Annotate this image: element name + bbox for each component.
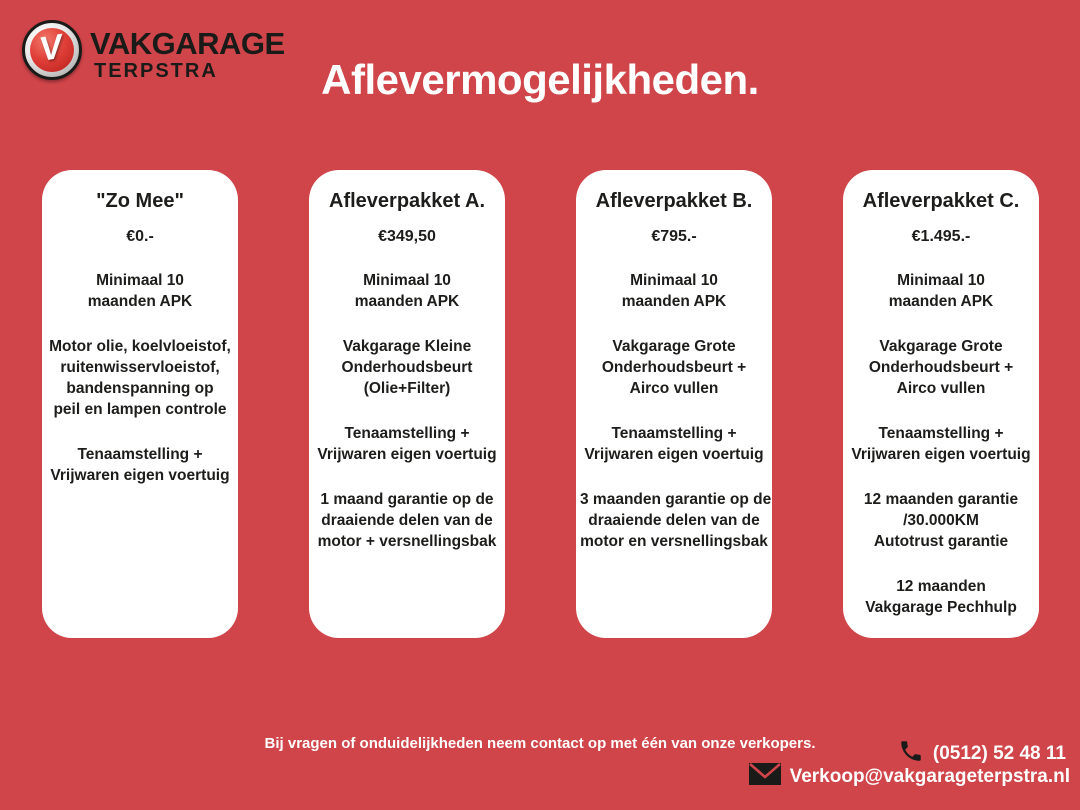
- package-card: [309, 170, 505, 638]
- brand-subname: TERPSTRA: [94, 60, 218, 82]
- card-price: €795.-: [651, 228, 697, 245]
- phone-number[interactable]: (0512) 52 48 11: [932, 743, 1066, 764]
- card-feature-line: maanden APK: [621, 293, 727, 310]
- card-feature-line: motor + versnellingsbak: [317, 533, 497, 550]
- card-feature-line: Airco vullen: [629, 380, 719, 397]
- card-feature-block: [46, 270, 234, 312]
- card-feature-line: maanden APK: [354, 293, 460, 310]
- card-title: "Zo Mee": [96, 190, 184, 212]
- card-feature-block: [847, 336, 1035, 399]
- card-feature-line: Vrijwaren eigen voertuig: [50, 467, 230, 484]
- card-feature-line: Vakgarage Pechhulp: [865, 599, 1017, 616]
- card-feature-line: Vrijwaren eigen voertuig: [851, 446, 1031, 463]
- card-feature-line: 12 maanden: [896, 578, 986, 595]
- card-title: Afleverpakket B.: [595, 190, 753, 212]
- card-feature-line: 1 maand garantie op de: [320, 491, 494, 508]
- email-address[interactable]: Verkoop@vakgarageterpstra.nl: [789, 766, 1070, 787]
- card-feature-line: Minimaal 10: [96, 272, 184, 289]
- card-feature-line: ruitenwisservloeistof,: [60, 359, 220, 376]
- page-title: Aflevermogelijkheden.: [321, 56, 759, 103]
- card-feature-line: Vrijwaren eigen voertuig: [584, 446, 764, 463]
- card-feature-block: [580, 336, 768, 399]
- logo-v-letter: V: [36, 27, 66, 69]
- packages-row: [42, 170, 1039, 638]
- package-card: [42, 170, 238, 638]
- card-feature-line: maanden APK: [888, 293, 994, 310]
- card-feature-line: Tenaamstelling +: [878, 425, 1004, 442]
- card-feature-block: [580, 270, 768, 312]
- card-feature-block: [847, 423, 1035, 465]
- card-feature-line: Vakgarage Kleine: [342, 338, 472, 355]
- card-price: €349,50: [378, 228, 436, 245]
- card-feature-line: draaiende delen van de: [321, 512, 493, 529]
- card-feature-line: Onderhoudsbeurt +: [601, 359, 747, 376]
- card-feature-block: [313, 489, 501, 552]
- card-feature-line: Vakgarage Grote: [612, 338, 736, 355]
- card-feature-line: Autotrust garantie: [873, 533, 1009, 550]
- card-feature-block: [580, 489, 772, 552]
- card-feature-block: [580, 423, 768, 465]
- email-contact[interactable]: [749, 763, 1070, 791]
- card-feature-block: [313, 336, 501, 399]
- card-price: €0.-: [126, 228, 154, 245]
- card-feature-line: draaiende delen van de: [588, 512, 760, 529]
- card-feature-line: motor en versnellingsbak: [580, 533, 768, 550]
- package-card: [576, 170, 772, 638]
- card-feature-line: peil en lampen controle: [53, 401, 227, 418]
- card-feature-line: (Olie+Filter): [363, 380, 451, 397]
- card-feature-line: /30.000KM: [903, 512, 979, 529]
- card-feature-line: Tenaamstelling +: [344, 425, 470, 442]
- card-feature-line: Tenaamstelling +: [77, 446, 203, 463]
- card-feature-line: Vrijwaren eigen voertuig: [317, 446, 497, 463]
- footer-note: Bij vragen of onduidelijkheden neem contact op met één van onze verkopers.: [264, 735, 816, 752]
- card-feature-block: [46, 336, 234, 420]
- card-feature-line: Tenaamstelling +: [611, 425, 737, 442]
- card-feature-line: Airco vullen: [896, 380, 986, 397]
- card-feature-line: maanden APK: [87, 293, 193, 310]
- brand-name: VAKGARAGE: [90, 26, 285, 61]
- card-feature-line: 12 maanden garantie: [863, 491, 1019, 508]
- card-feature-line: 3 maanden garantie op de: [580, 491, 772, 508]
- card-feature-block: [313, 270, 501, 312]
- card-feature-line: Onderhoudsbeurt +: [868, 359, 1014, 376]
- card-feature-line: Vakgarage Grote: [879, 338, 1003, 355]
- package-card: [843, 170, 1039, 638]
- card-feature-line: Onderhoudsbeurt: [341, 359, 473, 376]
- card-title: Afleverpakket C.: [862, 190, 1020, 212]
- card-feature-line: Minimaal 10: [630, 272, 718, 289]
- card-feature-block: [847, 270, 1035, 312]
- card-feature-block: [847, 576, 1035, 618]
- card-feature-block: [847, 489, 1035, 552]
- card-feature-block: [313, 423, 501, 465]
- card-feature-line: Minimaal 10: [897, 272, 985, 289]
- card-feature-line: bandenspanning op: [66, 380, 214, 397]
- card-price: €1.495.-: [911, 228, 971, 245]
- card-feature-line: Minimaal 10: [363, 272, 451, 289]
- card-feature-line: Motor olie, koelvloeistof,: [49, 338, 231, 355]
- card-feature-block: [46, 444, 234, 486]
- envelope-icon: [749, 763, 781, 791]
- card-title: Afleverpakket A.: [329, 190, 485, 212]
